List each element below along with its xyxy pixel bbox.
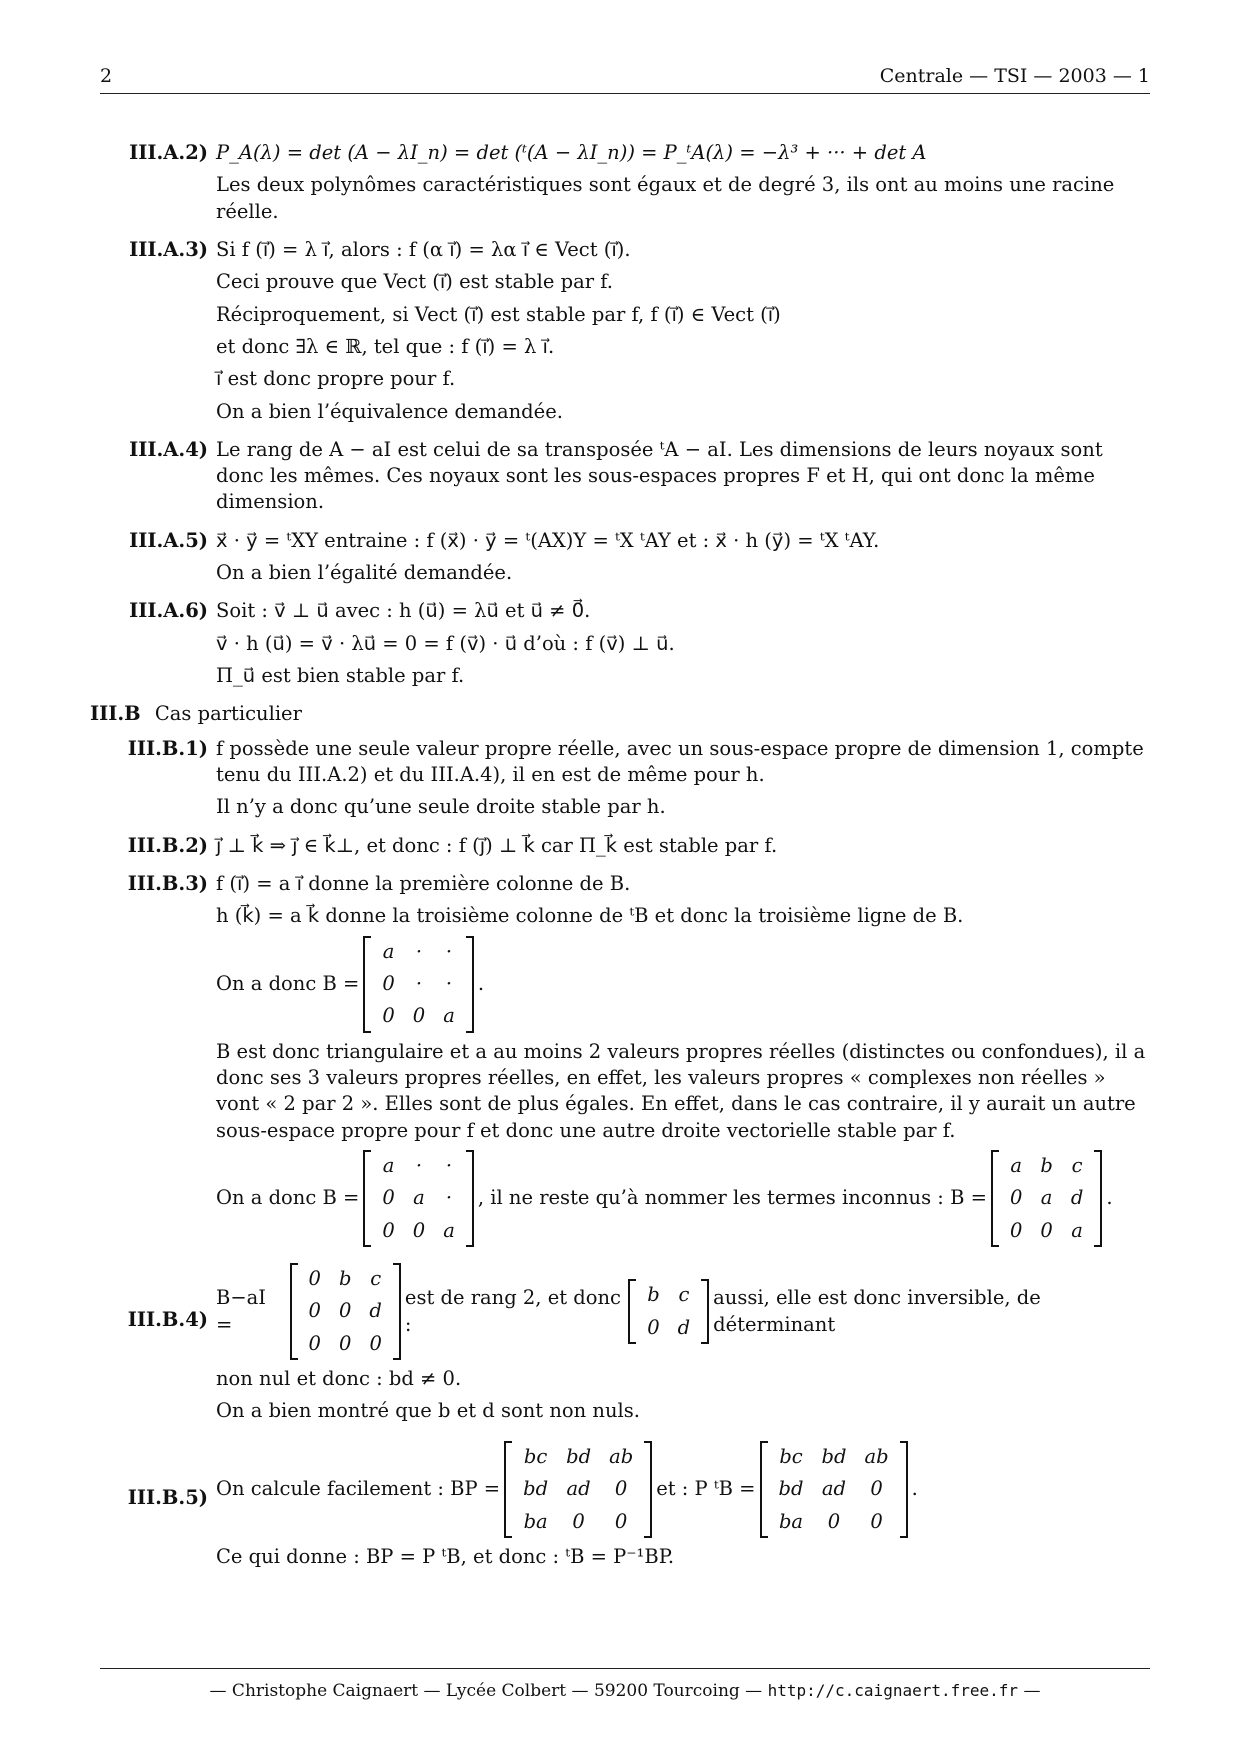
section-label: III.B.1) <box>127 736 208 760</box>
document-body <box>90 140 1150 1582</box>
section-III-B-5 <box>90 1437 1150 1576</box>
matrix-cell: 0 <box>1009 1186 1023 1210</box>
matrix-cell: d <box>677 1315 691 1339</box>
section-label: III.A.6) <box>129 599 208 623</box>
matrix-cell: a <box>1040 1186 1053 1210</box>
text-line: Réciproquement, si Vect (i⃗) est stable par f, f (i⃗) ∈ Vect (i⃗) <box>216 302 781 326</box>
matrix-cell: d <box>369 1299 382 1323</box>
math-text: est de rang 2, et donc : <box>404 1286 621 1336</box>
text-line: h (k⃗) = a k⃗ donne la troisième colonne de ᵗB et donc la troisième ligne de B. <box>216 904 964 928</box>
matrix <box>290 1263 401 1360</box>
math-text: On calcule facilement : BP = <box>216 1477 501 1501</box>
matrix-cell: bd <box>523 1477 549 1501</box>
matrix-line <box>216 1263 1150 1360</box>
subsection-title: Cas particulier <box>154 702 302 726</box>
text-line: Si f (i⃗) = λ i⃗, alors : f (α i⃗) = λα i⃗ ∈ Vect (i⃗). <box>216 237 631 261</box>
matrix-cell: ab <box>864 1444 889 1468</box>
matrix-cell: 0 <box>614 1477 628 1501</box>
matrix-cell: 0 <box>369 1331 382 1355</box>
text-line: i⃗ est donc propre pour f. <box>216 367 456 391</box>
matrix <box>991 1150 1102 1247</box>
section-label: III.A.4) <box>129 437 208 461</box>
matrix-cell: bc <box>523 1444 548 1468</box>
page-footer <box>100 1680 1150 1703</box>
matrix-cell: b <box>1040 1153 1053 1177</box>
page-number: 2 <box>100 65 113 87</box>
matrix-cell: c <box>678 1283 690 1307</box>
matrix-cell: 0 <box>1009 1218 1023 1242</box>
matrix-cell: 0 <box>308 1267 321 1290</box>
text-line: On a bien l’égalité demandée. <box>216 561 513 585</box>
text-line: On a bien montré que b et d sont non nuls. <box>216 1399 640 1423</box>
text-line: f possède une seule valeur propre réelle, avec un sous-espace propre de dimension 1, compte tenu du III.A.2) et du III.A.4), il en est de même pour h. <box>216 736 1144 786</box>
text-line: Les deux polynômes caractéristiques sont égaux et de degré 3, ils ont au moins une racine réelle. <box>216 173 1115 223</box>
text-line: Π_u⃗ est bien stable par f. <box>216 664 465 687</box>
matrix-cell: 0 <box>412 1004 426 1028</box>
matrix-cell: 0 <box>308 1299 321 1323</box>
matrix-cell: 0 <box>338 1331 352 1355</box>
matrix-cell: bd <box>566 1444 592 1468</box>
matrix-line <box>216 1441 1150 1538</box>
matrix-cell: 0 <box>827 1509 841 1533</box>
matrix-cell: bc <box>779 1444 803 1468</box>
matrix-cell: · <box>445 939 453 963</box>
section-III-A-5 <box>90 528 1150 593</box>
text-line: On a bien l’équivalence demandée. <box>216 399 563 423</box>
matrix-cell: a <box>382 939 395 963</box>
math-text: . <box>911 1477 918 1501</box>
matrix-cell: b <box>338 1267 352 1290</box>
matrix-cell: bd <box>778 1477 804 1501</box>
section-III-A-4 <box>90 437 1150 522</box>
section-label: III.A.5) <box>129 528 208 552</box>
matrix <box>363 1150 473 1247</box>
footer-author: — Christophe Caignaert — Lycée Colbert — 59200 Tourcoing — <box>209 1681 763 1701</box>
text-line: v⃗ · h (u⃗) = v⃗ · λu⃗ = 0 = f (v⃗) · u⃗ d’où : f (v⃗) ⊥ u⃗. <box>216 631 675 655</box>
matrix-cell: 0 <box>308 1331 321 1355</box>
section-III-B-4 <box>90 1259 1150 1431</box>
subsection-III-B <box>90 701 1150 727</box>
section-label: III.A.2) <box>129 141 208 164</box>
section-III-B-1 <box>90 736 1150 827</box>
matrix-cell: d <box>1070 1186 1084 1210</box>
matrix-cell: · <box>445 971 453 995</box>
section-label: III.A.3) <box>129 237 208 261</box>
matrix-cell: 0 <box>382 971 395 995</box>
matrix-line <box>216 936 1150 1033</box>
page-header <box>100 64 1150 94</box>
matrix-cell: c <box>370 1267 382 1290</box>
text-line: Soit : v⃗ ⊥ u⃗ avec : h (u⃗) = λu⃗ et u⃗ ≠ 0⃗. <box>216 599 591 623</box>
text-line: Il n’y a donc qu’une seule droite stable par h. <box>216 795 666 819</box>
text-line: B est donc triangulaire et a au moins 2 valeurs propres réelles (distinctes ou confondues), il a donc ses 3 valeurs propres réelles, en effet, les valeurs propres « complexes non réelles » vont « 2 par 2 ». Elles sont de plus égales. En effet, dans le cas contraire, il y aurait un autre sous-espace propre pour f et donc une autre droite vectorielle stable par f. <box>216 1039 1146 1142</box>
matrix-cell: · <box>415 1153 423 1177</box>
matrix-cell: ba <box>523 1509 548 1533</box>
matrix-cell: 0 <box>870 1477 883 1501</box>
formula-line: P_A(λ) = det (A − λI_n) = det (ᵗ(A − λI_n)) = P_ᵗA(λ) = −λ³ + ··· + det A <box>216 141 927 164</box>
matrix-cell: 0 <box>614 1509 628 1533</box>
section-label: III.B.5) <box>127 1485 208 1509</box>
matrix-cell: · <box>415 971 423 995</box>
matrix-cell: c <box>1071 1153 1083 1177</box>
matrix <box>628 1279 709 1344</box>
section-label: III.B.2) <box>127 833 208 857</box>
matrix-line <box>216 1150 1150 1247</box>
math-text: B−aI = <box>216 1286 266 1336</box>
matrix-cell: bd <box>821 1444 847 1468</box>
section-label: III.B.4) <box>127 1308 208 1331</box>
math-text: . <box>1106 1186 1113 1210</box>
matrix-cell: · <box>445 1153 453 1177</box>
math-text: On a donc B = <box>216 1186 360 1210</box>
matrix-cell: ad <box>566 1477 591 1501</box>
matrix-cell: b <box>647 1283 660 1307</box>
matrix-cell: 0 <box>338 1299 352 1323</box>
matrix-cell: 0 <box>647 1315 660 1339</box>
text-line: Le rang de A − aI est celui de sa transposée ᵗA − aI. Les dimensions de leurs noyaux sont donc les mêmes. Ces noyaux sont les sous-espaces propres F et H, qui ont donc la même dimension. <box>216 437 1103 514</box>
section-label: III.B.3) <box>127 871 208 895</box>
section-III-B-3 <box>90 871 1150 1253</box>
matrix-cell: ad <box>821 1477 847 1501</box>
text-line: Ceci prouve que Vect (i⃗) est stable par f. <box>216 270 613 294</box>
matrix-cell: · <box>445 1186 453 1210</box>
section-III-A-3 <box>90 237 1150 431</box>
footer-url-link[interactable]: http://c.caignaert.free.fr <box>767 1681 1019 1700</box>
matrix <box>760 1441 908 1538</box>
matrix-cell: ba <box>778 1509 804 1533</box>
matrix-cell: a <box>443 1218 455 1242</box>
matrix-cell: a <box>1071 1218 1083 1242</box>
text-line: x⃗ · y⃗ = ᵗXY entraine : f (x⃗) · y⃗ = ᵗ(AX)Y = ᵗX ᵗAY et : x⃗ · h (y⃗) = ᵗX ᵗAY. <box>216 528 880 552</box>
matrix-cell: 0 <box>382 1004 395 1028</box>
subsection-label: III.B <box>90 702 141 726</box>
matrix <box>504 1441 652 1538</box>
matrix-cell: 0 <box>1040 1218 1053 1242</box>
matrix-cell: 0 <box>412 1218 426 1242</box>
text-line: et donc ∃λ ∈ ℝ, tel que : f (i⃗) = λ i⃗. <box>216 334 555 358</box>
math-text: , il ne reste qu’à nommer les termes inconnus : B = <box>477 1186 987 1210</box>
matrix-cell: 0 <box>870 1509 883 1533</box>
text-line: Ce qui donne : BP = P ᵗB, et donc : ᵗB = P⁻¹BP. <box>216 1544 675 1568</box>
matrix-cell: 0 <box>382 1218 395 1242</box>
matrix <box>363 936 473 1033</box>
matrix-cell: ab <box>609 1444 634 1468</box>
matrix-cell: 0 <box>382 1186 395 1210</box>
math-text: aussi, elle est donc inversible, de déterminant <box>713 1286 1041 1336</box>
text-line: j⃗ ⊥ k⃗ ⇒ j⃗ ∈ k⃗⊥, et donc : f (j⃗) ⊥ k⃗ car Π_k⃗ est stable par f. <box>216 833 778 857</box>
matrix-cell: · <box>415 939 423 963</box>
math-text: On a donc B = <box>216 971 360 995</box>
section-III-A-6 <box>90 598 1150 695</box>
footer-rule <box>100 1668 1150 1669</box>
section-III-B-2 <box>90 833 1150 865</box>
matrix-cell: 0 <box>572 1509 585 1533</box>
matrix-cell: a <box>382 1153 395 1177</box>
footer-end: — <box>1023 1681 1041 1701</box>
math-text: et : P ᵗB = <box>656 1477 756 1501</box>
header-title: Centrale — TSI — 2003 — 1 <box>879 65 1150 87</box>
matrix-cell: a <box>413 1186 425 1210</box>
math-text: . <box>477 971 485 995</box>
section-III-A-2 <box>90 140 1150 231</box>
text-line: f (i⃗) = a i⃗ donne la première colonne de B. <box>216 871 631 895</box>
text-line: non nul et donc : bd ≠ 0. <box>216 1367 462 1391</box>
matrix-cell: a <box>1010 1153 1022 1177</box>
matrix-cell: a <box>443 1004 455 1028</box>
